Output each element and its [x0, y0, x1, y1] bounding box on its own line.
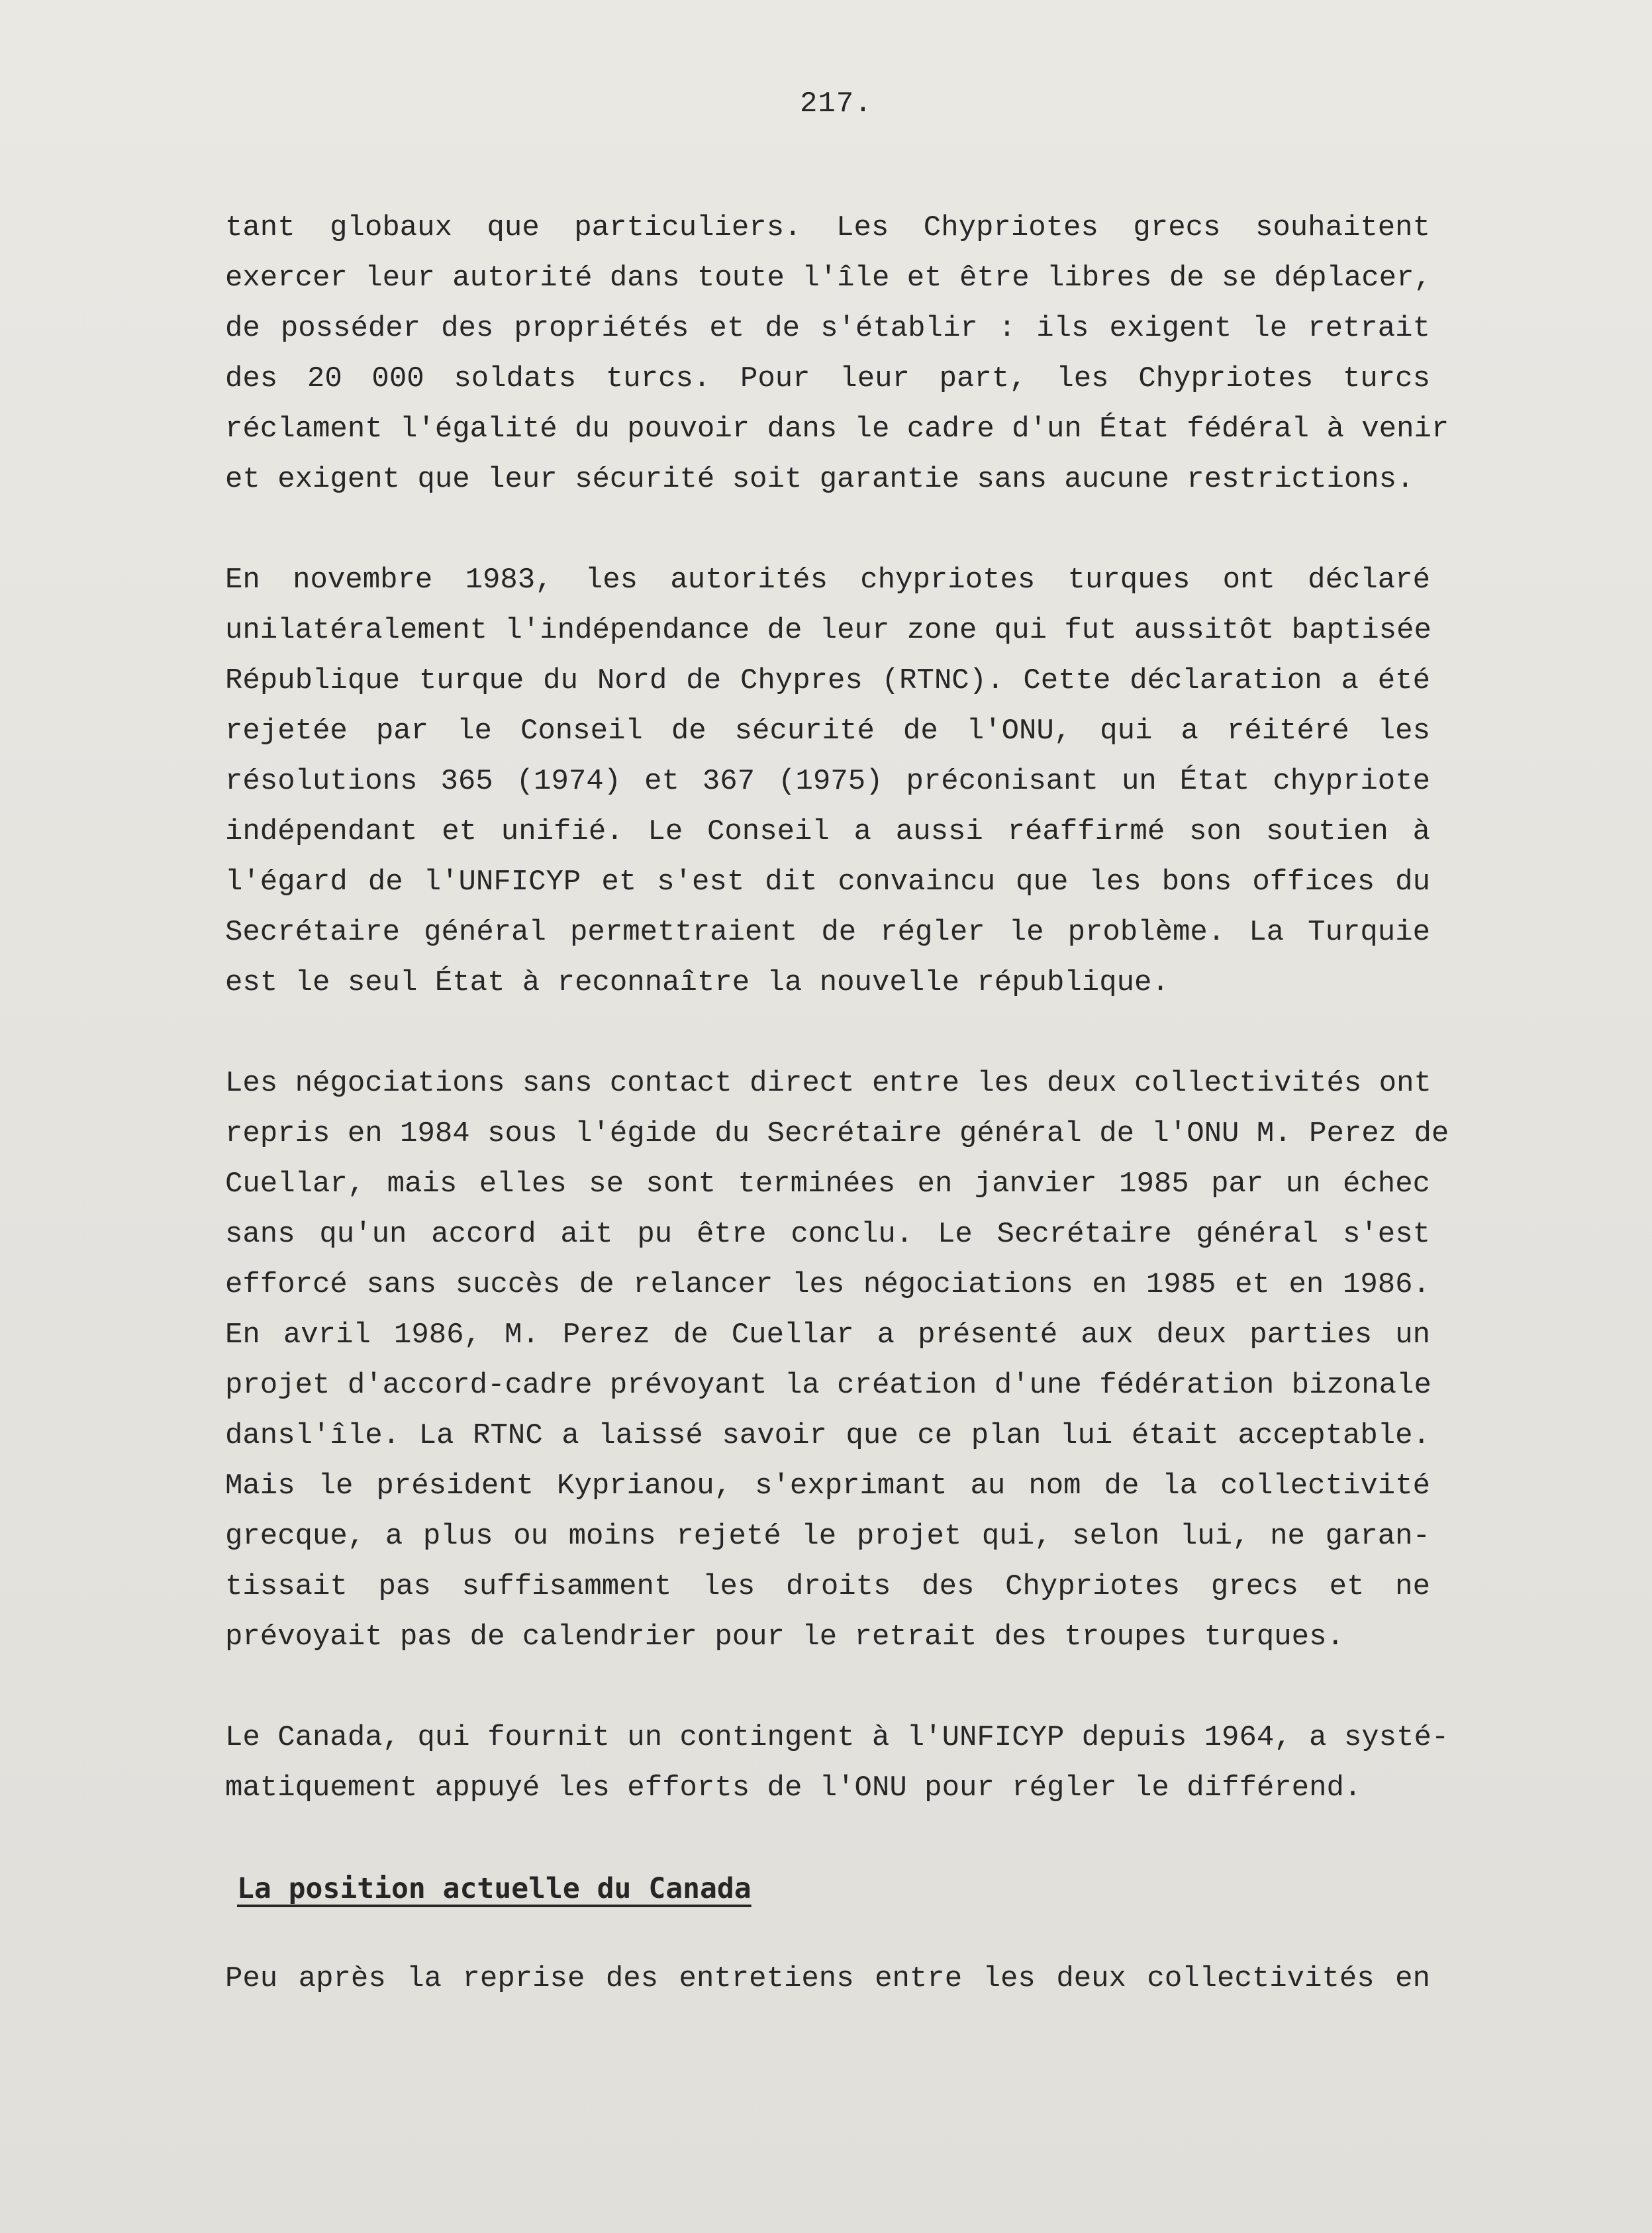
text-line: unilatéralement l'indépendance de leur zone qui fut aussitôt baptisée — [225, 614, 1432, 647]
body-text — [225, 203, 1449, 2004]
section-heading: La position actuelle du Canada — [237, 1872, 752, 1905]
text-line: matiquement appuyé les efforts de l'ONU pour régler le différend. — [225, 1771, 1362, 1805]
text-line: efforcé sans succès de relancer les négociations en 1985 et en 1986. — [225, 1268, 1430, 1301]
text-line: sans qu'un accord ait pu être conclu. Le Secrétaire général s'est — [225, 1218, 1430, 1251]
text-line: projet d'accord-cadre prévoyant la création d'une fédération bizonale — [225, 1369, 1432, 1402]
text-line: Cuellar, mais elles se sont terminées en janvier 1985 par un échec — [225, 1167, 1430, 1201]
text-line: grecque, a plus ou moins rejeté le projet qui, selon lui, ne garan- — [225, 1520, 1430, 1553]
paragraph-positions — [225, 203, 1449, 505]
paragraph-rtnc — [225, 555, 1430, 1008]
text-line: de posséder des propriétés et de s'établir : ils exigent le retrait — [225, 312, 1430, 345]
text-line: réclament l'égalité du pouvoir dans le cadre d'un État fédéral à venir — [225, 413, 1449, 446]
text-line: Peu après la reprise des entretiens entre les deux collectivités en — [225, 1962, 1430, 1995]
text-line: résolutions 365 (1974) et 367 (1975) préconisant un État chypriote — [225, 765, 1430, 798]
text-line: dansl'île. La RTNC a laissé savoir que ce plan lui était acceptable. — [225, 1419, 1430, 1452]
text-line: est le seul État à reconnaître la nouvelle république. — [225, 966, 1169, 999]
text-line: des 20 000 soldats turcs. Pour leur part, les Chypriotes turcs — [225, 362, 1430, 395]
text-line: repris en 1984 sous l'égide du Secrétaire général de l'ONU M. Perez de — [225, 1117, 1449, 1150]
text-line: Secrétaire général permettraient de régler le problème. La Turquie — [225, 916, 1430, 949]
paragraph-final — [225, 1954, 1430, 2004]
paragraph-canada — [225, 1712, 1449, 1813]
text-line: et exigent que leur sécurité soit garantie sans aucune restrictions. — [225, 463, 1414, 496]
text-line: tant globaux que particuliers. Les Chypriotes grecs souhaitent — [225, 211, 1430, 244]
text-line: tissait pas suffisamment les droits des Chypriotes grecs et ne — [225, 1570, 1430, 1603]
text-line: En avril 1986, M. Perez de Cuellar a présenté aux deux parties un — [225, 1318, 1430, 1352]
page-number: 217. — [800, 87, 873, 121]
text-line: En novembre 1983, les autorités chypriotes turques ont déclaré — [225, 564, 1430, 597]
text-line: Mais le président Kyprianou, s'exprimant au nom de la collectivité — [225, 1469, 1430, 1503]
text-line: l'égard de l'UNFICYP et s'est dit convaincu que les bons offices du — [225, 866, 1430, 899]
text-line: rejetée par le Conseil de sécurité de l'ONU, qui a réitéré les — [225, 715, 1430, 748]
text-line: Les négociations sans contact direct entre les deux collectivités ont — [225, 1067, 1432, 1100]
section-heading-wrapper — [225, 1863, 1430, 1903]
text-line: indépendant et unifié. Le Conseil a aussi réaffirmé son soutien à — [225, 815, 1430, 848]
text-line: prévoyait pas de calendrier pour le retrait des troupes turques. — [225, 1620, 1344, 1654]
text-line: exercer leur autorité dans toute l'île et être libres de se déplacer, — [225, 262, 1432, 295]
text-line: Le Canada, qui fournit un contingent à l'UNFICYP depuis 1964, a systé- — [225, 1721, 1449, 1754]
paragraph-negotiations — [225, 1058, 1449, 1662]
text-line: République turque du Nord de Chypres (RTNC). Cette déclaration a été — [225, 664, 1430, 697]
